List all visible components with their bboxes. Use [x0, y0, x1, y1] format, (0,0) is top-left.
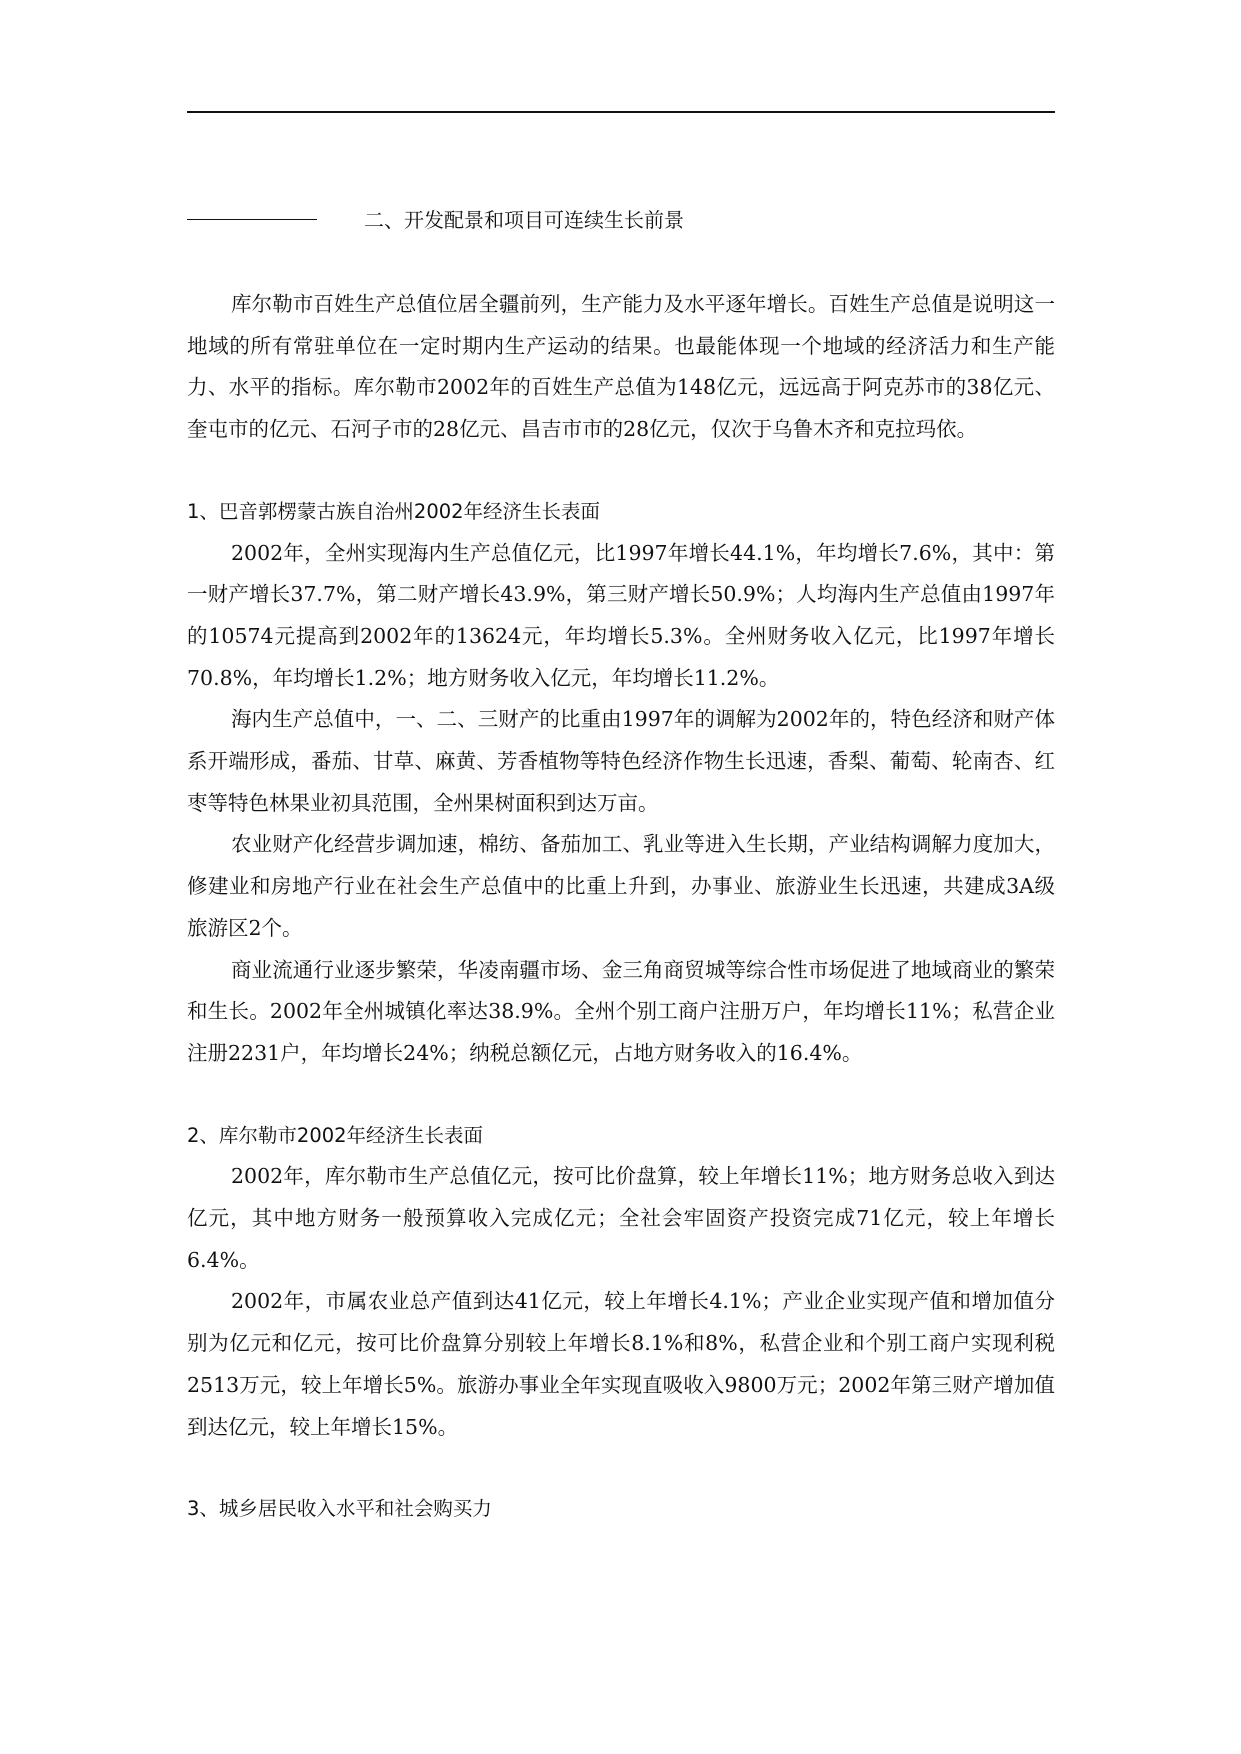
subsection-1-paragraph-4: 商业流通行业逐步繁荣，华凌南疆市场、金三角商贸城等综合性市场促进了地域商业的繁荣和生长。2002年全州城镇化率达38.9%。全州个别工商户注册万户，年均增长11%；私营企业注册2231户，年均增长24%；纳税总额亿元，占地方财务收入的16.4%。 — [187, 957, 1055, 1065]
subsection-2-paragraph-1: 2002年，库尔勒市生产总值亿元，按可比价盘算，较上年增长11%；地方财务总收入到达亿元，其中地方财务一般预算收入完成亿元；全社会牢固资产投资完成71亿元，较上年增长6.4%。 — [187, 1164, 1055, 1272]
header-rule — [187, 111, 1055, 113]
subsection-1-heading: 1、巴音郭楞蒙古族自治州2002年经济生长表面 — [187, 499, 601, 523]
subsection-3-heading: 3、城乡居民收入水平和社会购买力 — [187, 1497, 492, 1521]
document-body — [187, 284, 1055, 1530]
section-title-text: 二、开发配景和项目可连续生长前景 — [364, 208, 684, 232]
subsection-2-paragraph-2: 2002年，市属农业总产值到达41亿元，较上年增长4.1%；产业企业实现产值和增加值分别为亿元和亿元，按可比价盘算分别较上年增长8.1%和8%，私营企业和个别工商户实现利税2513万元，较上年增长5%。旅游办事业全年实现直吸收入9800万元；2002年第三财产增加值到达亿元，较上年增长15%。 — [187, 1289, 1055, 1439]
subsection-1-paragraph-3: 农业财产化经营步调加速，棉纺、备茄加工、乳业等进入生长期，产业结构调解力度加大，修建业和房地产行业在社会生产总值中的比重上升到，办事业、旅游业生长迅速，共建成3A级旅游区2个。 — [187, 832, 1055, 940]
title-dash — [187, 219, 317, 220]
subsection-1-paragraph-2: 海内生产总值中，一、二、三财产的比重由1997年的调解为2002年的，特色经济和财产体系开端形成，番茄、甘草、麻黄、芳香植物等特色经济作物生长迅速，香梨、葡萄、轮南杏、红枣等特色林果业初具范围，全州果树面积到达万亩。 — [187, 707, 1055, 815]
subsection-1-paragraph-1: 2002年，全州实现海内生产总值亿元，比1997年增长44.1%，年均增长7.6%，其中：第一财产增长37.7%，第二财产增长43.9%，第三财产增长50.9%；人均海内生产总值由1997年的10574元提高到2002年的13624元，年均增长5.3%。全州财务收入亿元，比1997年增长70.8%，年均增长1.2%；地方财务收入亿元，年均增长11.2%。 — [187, 540, 1055, 690]
intro-paragraph: 库尔勒市百姓生产总值位居全疆前列，生产能力及水平逐年增长。百姓生产总值是说明这一地域的所有常驻单位在一定时期内生产运动的结果。也最能体现一个地域的经济活力和生产能力、水平的指标。库尔勒市2002年的百姓生产总值为148亿元，远远高于阿克苏市的38亿元、奎屯市的亿元、石河子市的28亿元、昌吉市市的28亿元，仅次于乌鲁木齐和克拉玛依。 — [187, 292, 1055, 442]
section-title — [187, 203, 1055, 237]
subsection-2-heading: 2、库尔勒市2002年经济生长表面 — [187, 1123, 484, 1147]
